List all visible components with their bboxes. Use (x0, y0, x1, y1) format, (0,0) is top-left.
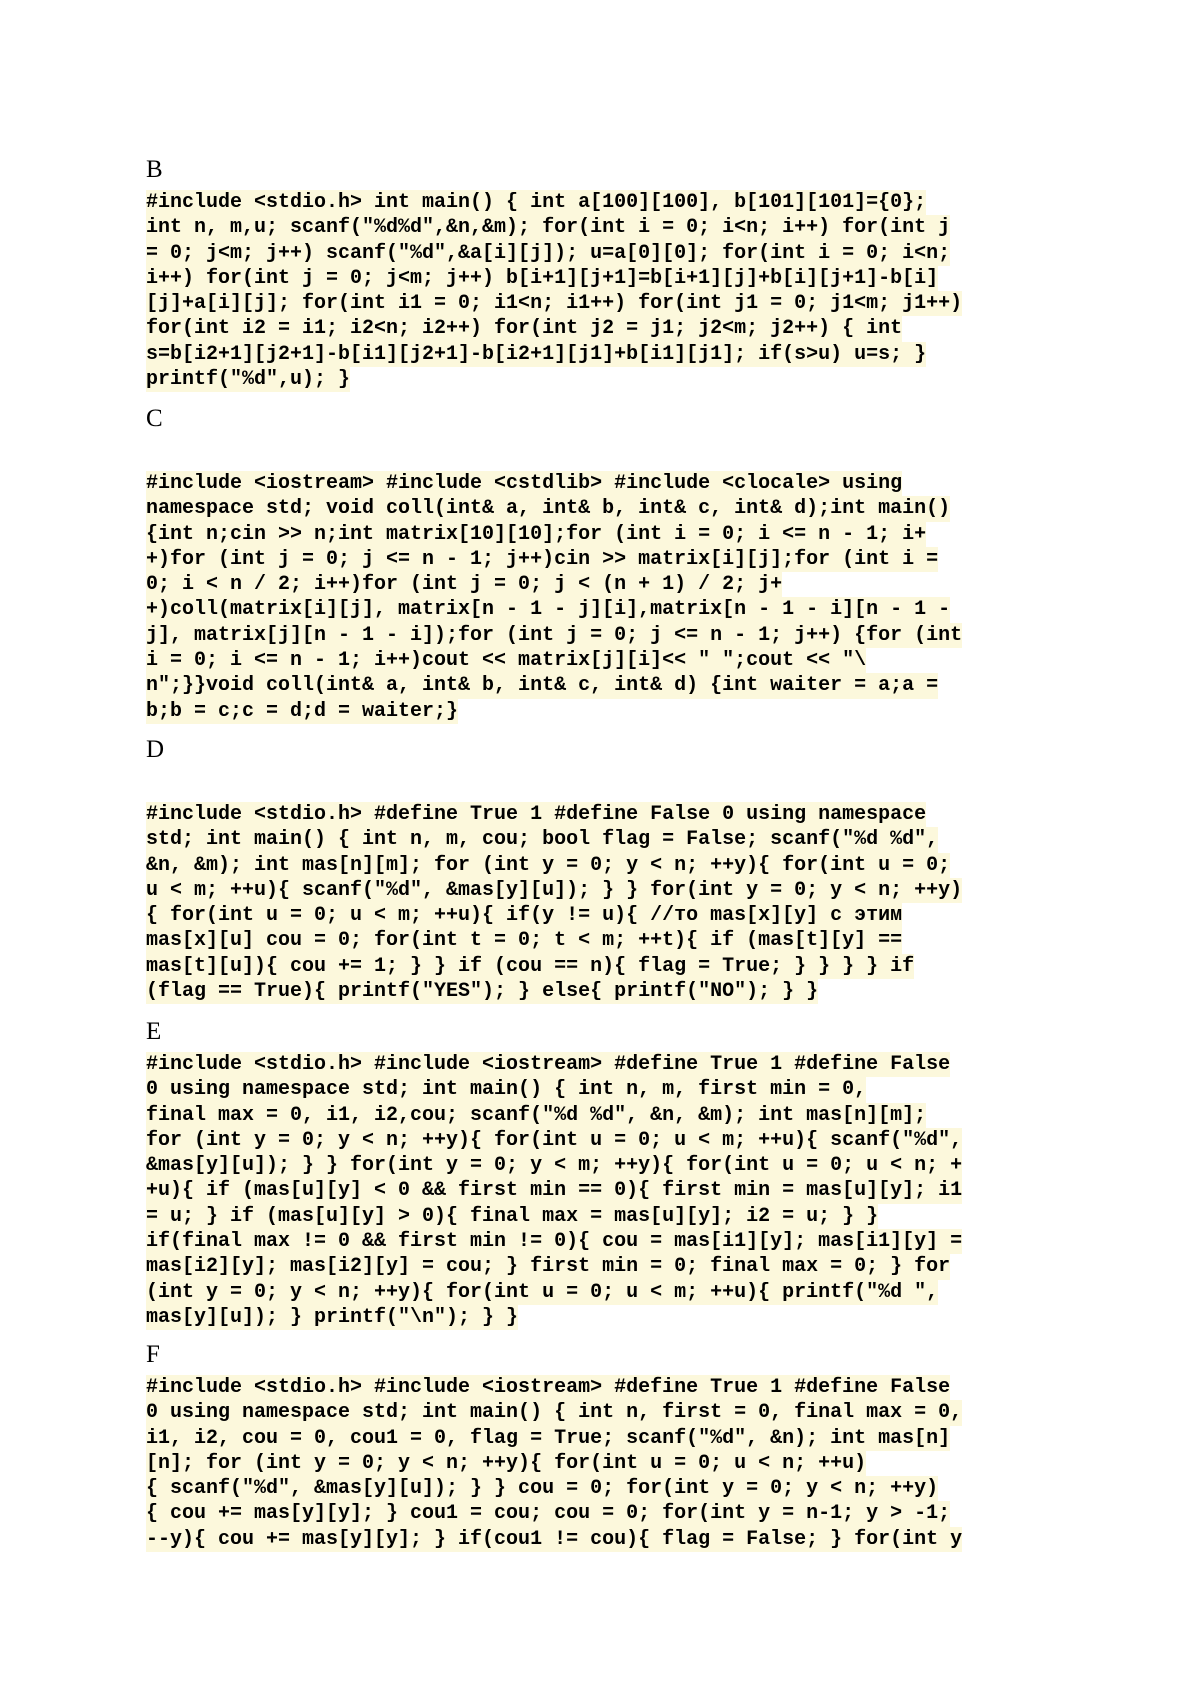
code-line: namespace std; void coll(int& a, int& b, int& c, int& d);int main() (146, 497, 951, 521)
code-block (146, 1052, 1066, 1330)
code-line: 0 using namespace std; int main() { int n, first = 0, final max = 0, (146, 1401, 963, 1425)
code-line: (flag == True){ printf("YES"); } else{ printf("NO"); } } (146, 980, 819, 1004)
section-d (146, 736, 1066, 1004)
code-line: = u; } if (mas[u][y] > 0){ final max = mas[u][y]; i2 = u; } } (146, 1204, 879, 1228)
code-line: u < m; ++u){ scanf("%d", &mas[y][u]); } } for(int y = 0; y < n; ++y) (146, 878, 963, 902)
code-line: [n]; for (int y = 0; y < n; ++y){ for(int u = 0; u < n; ++u) (146, 1451, 867, 1475)
code-line: { for(int u = 0; u < m; ++u){ if(y != u){ //то mas[x][y] с этим (146, 904, 903, 928)
code-line: mas[y][u]); } printf("\n"); } } (146, 1305, 519, 1329)
code-line: [j]+a[i][j]; for(int i1 = 0; i1<n; i1++) for(int j1 = 0; j1<m; j1++) (146, 292, 963, 316)
section-letter: F (146, 1341, 160, 1368)
code-line: +)coll(matrix[i][j], matrix[n - 1 - j][i],matrix[n - 1 - i][n - 1 - (146, 598, 951, 622)
code-block (146, 1375, 1066, 1552)
code-line: int n, m,u; scanf("%d%d",&n,&m); for(int i = 0; i<n; i++) for(int j (146, 216, 951, 240)
code-line: { scanf("%d", &mas[y][u]); } } cou = 0; for(int y = 0; y < n; ++y) (146, 1477, 939, 1501)
code-line: i1, i2, cou = 0, cou1 = 0, flag = True; scanf("%d", &n); int mas[n] (146, 1426, 951, 1450)
code-block (146, 190, 1066, 392)
section-letter: D (146, 736, 165, 763)
code-line: (int y = 0; y < n; ++y){ for(int u = 0; u < m; ++u){ printf("%d ", (146, 1280, 939, 1304)
section-letter: E (146, 1018, 162, 1045)
section-letter: B (146, 156, 163, 183)
code-line: 0; i < n / 2; i++)for (int j = 0; j < (n + 1) / 2; j+ (146, 573, 783, 597)
code-line: for(int i2 = i1; i2<n; i2++) for(int j2 = j1; j2<m; j2++) { int (146, 317, 903, 341)
code-line: i = 0; i <= n - 1; i++)cout << matrix[j][i]<< " ";cout << "\ (146, 649, 867, 673)
code-block (146, 802, 1066, 1004)
code-line: +u){ if (mas[u][y] < 0 && first min == 0){ first min = mas[u][y]; i1 (146, 1179, 963, 1203)
section-letter: C (146, 405, 163, 432)
code-line: s=b[i2+1][j2+1]-b[i1][j2+1]-b[i2+1][j1]+b[i1][j1]; if(s>u) u=s; } (146, 342, 927, 366)
code-line: +)for (int j = 0; j <= n - 1; j++)cin >> matrix[i][j];for (int i = (146, 547, 939, 571)
code-line: {int n;cin >> n;int matrix[10][10];for (int i = 0; i <= n - 1; i+ (146, 522, 927, 546)
code-line: 0 using namespace std; int main() { int n, m, first min = 0, (146, 1078, 867, 1102)
code-line: mas[i2][y]; mas[i2][y] = cou; } first min = 0; final max = 0; } for (146, 1255, 951, 1279)
code-line: final max = 0, i1, i2,cou; scanf("%d %d", &n, &m); int mas[n][m]; (146, 1103, 927, 1127)
code-line: --y){ cou += mas[y][y]; } if(cou1 != cou){ flag = False; } for(int y (146, 1527, 963, 1551)
code-block (146, 471, 1066, 724)
code-line: #include <stdio.h> #include <iostream> #define True 1 #define False (146, 1376, 951, 1399)
code-line: mas[t][u]){ cou += 1; } } if (cou == n){ flag = True; } } } } if (146, 954, 915, 978)
code-line: n";}}void coll(int& a, int& b, int& c, int& d) {int waiter = a;a = (146, 674, 939, 698)
section-e (146, 1018, 1066, 1330)
code-line: { cou += mas[y][y]; } cou1 = cou; cou = 0; for(int y = n-1; y > -1; (146, 1502, 951, 1526)
section-f (146, 1341, 1066, 1552)
code-line: for (int y = 0; y < n; ++y){ for(int u = 0; u < m; ++u){ scanf("%d", (146, 1128, 963, 1152)
code-line: #include <stdio.h> #include <iostream> #define True 1 #define False (146, 1053, 951, 1076)
code-line: j], matrix[j][n - 1 - i]);for (int j = 0; j <= n - 1; j++) {for (int (146, 623, 963, 647)
code-line: &mas[y][u]); } } for(int y = 0; y < m; ++y){ for(int u = 0; u < n; + (146, 1154, 963, 1178)
code-line: mas[x][u] cou = 0; for(int t = 0; t < m; ++t){ if (mas[t][y] == (146, 929, 903, 953)
code-line: if(final max != 0 && first min != 0){ cou = mas[i1][y]; mas[i1][y] = (146, 1230, 963, 1254)
section-b (146, 156, 1066, 392)
code-line: #include <stdio.h> #define True 1 #define False 0 using namespace (146, 803, 927, 826)
code-line: printf("%d",u); } (146, 368, 351, 392)
code-line: &n, &m); int mas[n][m]; for (int y = 0; y < n; ++y){ for(int u = 0; (146, 853, 951, 877)
section-c (146, 405, 1066, 724)
code-line: b;b = c;c = d;d = waiter;} (146, 699, 459, 723)
code-line: #include <stdio.h> int main() { int a[100][100], b[101][101]={0}; (146, 191, 927, 214)
code-line: i++) for(int j = 0; j<m; j++) b[i+1][j+1]=b[i+1][j]+b[i][j+1]-b[i] (146, 266, 939, 290)
code-line: = 0; j<m; j++) scanf("%d",&a[i][j]); u=a[0][0]; for(int i = 0; i<n; (146, 241, 951, 265)
code-line: #include <iostream> #include <cstdlib> #include <clocale> using (146, 472, 903, 495)
code-line: std; int main() { int n, m, cou; bool flag = False; scanf("%d %d", (146, 828, 939, 852)
